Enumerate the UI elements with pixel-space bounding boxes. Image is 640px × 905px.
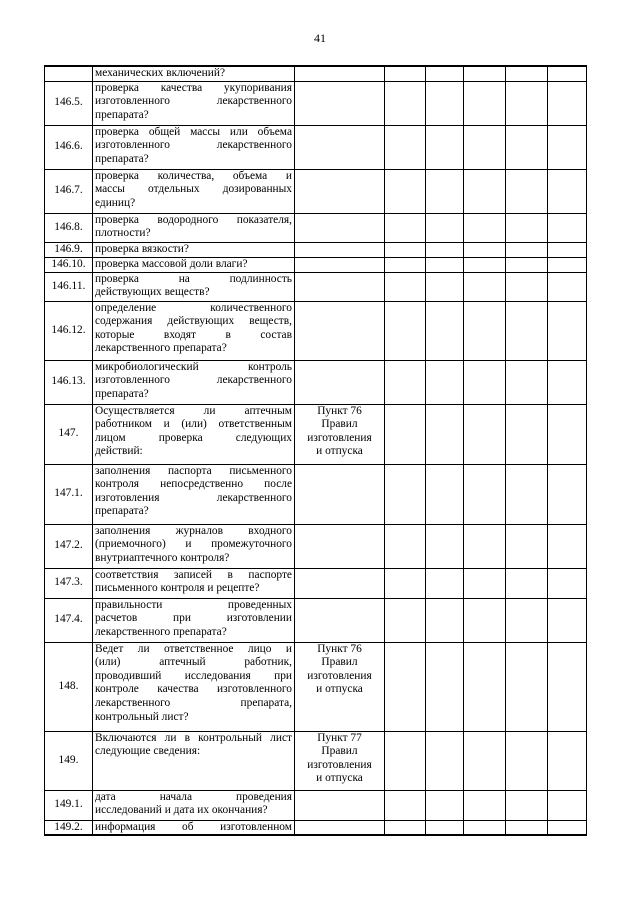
row-number: 147.4.: [45, 598, 93, 642]
answer-cell: [426, 598, 464, 642]
question-cell: [93, 598, 295, 642]
question-line: препарата?: [95, 505, 149, 518]
question-line: лекарственного препарата?: [95, 625, 227, 638]
question-line: действий:: [95, 445, 143, 458]
answer-cell: [385, 169, 426, 213]
answer-cell: [426, 301, 464, 360]
answer-cell: [548, 125, 587, 169]
answer-cell: [548, 464, 587, 524]
answer-cell: [385, 820, 426, 835]
legal-reference-cell: [295, 213, 385, 242]
answer-cell: [548, 301, 587, 360]
answer-cell: [464, 642, 506, 731]
question-line: заполнения паспорта письменного: [95, 464, 292, 477]
table-row: [45, 360, 587, 404]
answer-cell: [464, 125, 506, 169]
question-line: механических включений?: [95, 67, 226, 79]
answer-cell: [548, 731, 587, 790]
question-line: контроле качества изготовленного: [95, 683, 292, 696]
question-cell: [93, 242, 295, 257]
question-line: определение количественного: [95, 301, 292, 314]
question-cell: [93, 568, 295, 598]
question-line: проверка массовой доли влаги?: [95, 257, 248, 270]
question-cell: [93, 272, 295, 301]
row-number: 148.: [45, 642, 93, 731]
answer-cell: [385, 404, 426, 464]
question-cell: [93, 404, 295, 464]
answer-cell: [464, 169, 506, 213]
answer-cell: [506, 642, 548, 731]
question-line: массы отдельных дозированных: [95, 183, 292, 196]
row-number: 147.3.: [45, 568, 93, 598]
table-row: [45, 820, 587, 835]
question-line: лицом проверка следующих: [95, 431, 292, 444]
question-line: (приемочного) и промежуточного: [95, 538, 292, 551]
answer-cell: [548, 169, 587, 213]
question-cell: [93, 81, 295, 125]
answer-cell: [464, 257, 506, 272]
answer-cell: [464, 272, 506, 301]
table-row: [45, 464, 587, 524]
row-number: 146.11.: [45, 272, 93, 301]
question-line: Ведет ли ответственное лицо и: [95, 642, 292, 655]
legal-reference-cell: [295, 524, 385, 568]
answer-cell: [506, 524, 548, 568]
question-cell: [93, 125, 295, 169]
row-number: 149.: [45, 731, 93, 790]
question-line: контрольный лист?: [95, 710, 189, 723]
question-cell: [93, 301, 295, 360]
question-line: единиц?: [95, 196, 136, 209]
legal-reference-line: изготовления: [307, 669, 372, 682]
answer-cell: [548, 820, 587, 835]
answer-cell: [385, 125, 426, 169]
answer-cell: [385, 524, 426, 568]
answer-cell: [506, 213, 548, 242]
row-number: [45, 66, 93, 81]
answer-cell: [385, 301, 426, 360]
question-line: изготовления лекарственного: [95, 491, 292, 504]
legal-reference-line: Пункт 77: [317, 731, 362, 744]
answer-cell: [506, 820, 548, 835]
question-line: расчетов при изготовлении: [95, 612, 292, 625]
row-number: 146.8.: [45, 213, 93, 242]
answer-cell: [464, 464, 506, 524]
question-line: информация об изготовленном: [95, 820, 292, 833]
answer-cell: [506, 404, 548, 464]
question-cell: [93, 731, 295, 790]
answer-cell: [426, 242, 464, 257]
answer-cell: [506, 790, 548, 820]
answer-cell: [385, 731, 426, 790]
table-row: [45, 66, 587, 81]
legal-reference-cell: [295, 360, 385, 404]
answer-cell: [385, 66, 426, 81]
answer-cell: [464, 360, 506, 404]
question-line: лекарственного препарата,: [95, 696, 292, 709]
legal-reference-line: Правил: [321, 418, 358, 431]
answer-cell: [548, 598, 587, 642]
answer-cell: [548, 66, 587, 81]
question-line: проверка водородного показателя,: [95, 213, 292, 226]
answer-cell: [426, 642, 464, 731]
answer-cell: [548, 360, 587, 404]
answer-cell: [506, 125, 548, 169]
answer-cell: [548, 404, 587, 464]
row-number: 149.2.: [45, 820, 93, 835]
legal-reference-line: Правил: [321, 656, 358, 669]
legal-reference-cell: [295, 820, 385, 835]
legal-reference-cell: [295, 257, 385, 272]
answer-cell: [426, 790, 464, 820]
answer-cell: [426, 464, 464, 524]
legal-reference-line: изготовления: [307, 431, 372, 444]
question-line: работником и (или) ответственным: [95, 418, 292, 431]
legal-reference-cell: [295, 169, 385, 213]
checklist-table: [44, 65, 587, 836]
row-number: 146.10.: [45, 257, 93, 272]
table-row: [45, 790, 587, 820]
question-line: проверка количества, объема и: [95, 169, 292, 182]
legal-reference-cell: [295, 242, 385, 257]
question-cell: [93, 66, 295, 81]
question-cell: [93, 820, 295, 835]
answer-cell: [426, 81, 464, 125]
answer-cell: [426, 731, 464, 790]
table-row: [45, 598, 587, 642]
legal-reference-cell: [295, 81, 385, 125]
answer-cell: [385, 242, 426, 257]
answer-cell: [464, 568, 506, 598]
page-number: 41: [314, 31, 326, 45]
question-line: изготовленного лекарственного: [95, 139, 292, 152]
answer-cell: [464, 731, 506, 790]
table-row: [45, 81, 587, 125]
legal-reference-line: изготовления: [307, 758, 372, 771]
answer-cell: [464, 820, 506, 835]
answer-cell: [464, 524, 506, 568]
question-line: содержания действующих веществ,: [95, 315, 292, 328]
question-cell: [93, 257, 295, 272]
answer-cell: [426, 272, 464, 301]
answer-cell: [385, 642, 426, 731]
answer-cell: [506, 272, 548, 301]
legal-reference-line: и отпуска: [316, 683, 363, 696]
table-row: [45, 125, 587, 169]
answer-cell: [506, 66, 548, 81]
answer-cell: [426, 125, 464, 169]
legal-reference-line: и отпуска: [316, 772, 363, 785]
question-line: проверка качества укупоривания: [95, 81, 292, 94]
question-line: контроля непосредственно после: [95, 478, 292, 491]
question-line: внутриаптечного контроля?: [95, 551, 230, 564]
table-row: [45, 272, 587, 301]
question-line: проверка вязкости?: [95, 242, 189, 255]
answer-cell: [464, 242, 506, 257]
legal-reference-line: Пункт 76: [317, 404, 362, 417]
answer-cell: [506, 257, 548, 272]
question-line: препарата?: [95, 387, 149, 400]
answer-cell: [464, 404, 506, 464]
table-row: [45, 524, 587, 568]
question-line: изготовленного лекарственного: [95, 95, 292, 108]
answer-cell: [548, 242, 587, 257]
answer-cell: [548, 790, 587, 820]
legal-reference-cell: [295, 790, 385, 820]
question-line: правильности проведенных: [95, 598, 292, 611]
legal-reference-cell: [295, 568, 385, 598]
answer-cell: [385, 360, 426, 404]
row-number: 146.9.: [45, 242, 93, 257]
row-number: 147.1.: [45, 464, 93, 524]
legal-reference-cell: [295, 301, 385, 360]
question-line: микробиологический контроль: [95, 360, 292, 373]
legal-reference-cell: [295, 598, 385, 642]
table-row: [45, 213, 587, 242]
answer-cell: [548, 213, 587, 242]
question-line: препарата?: [95, 152, 149, 165]
row-number: 147.2.: [45, 524, 93, 568]
table-row: [45, 257, 587, 272]
question-line: следующие сведения:: [95, 745, 201, 758]
table-row: [45, 404, 587, 464]
row-number: 146.5.: [45, 81, 93, 125]
answer-cell: [385, 790, 426, 820]
answer-cell: [506, 169, 548, 213]
question-line: соответствия записей в паспорте: [95, 568, 292, 581]
question-line: плотности?: [95, 227, 151, 240]
table-row: [45, 731, 587, 790]
answer-cell: [548, 524, 587, 568]
question-line: дата начала проведения: [95, 790, 292, 803]
answer-cell: [506, 731, 548, 790]
answer-cell: [385, 464, 426, 524]
answer-cell: [506, 242, 548, 257]
legal-reference-cell: [295, 272, 385, 301]
question-cell: [93, 169, 295, 213]
answer-cell: [464, 598, 506, 642]
answer-cell: [426, 568, 464, 598]
answer-cell: [464, 301, 506, 360]
question-line: проверка на подлинность: [95, 272, 292, 285]
answer-cell: [548, 257, 587, 272]
answer-cell: [548, 568, 587, 598]
answer-cell: [426, 404, 464, 464]
question-cell: [93, 464, 295, 524]
answer-cell: [385, 257, 426, 272]
question-cell: [93, 524, 295, 568]
question-line: препарата?: [95, 108, 149, 121]
answer-cell: [506, 81, 548, 125]
question-line: проверка общей массы или объема: [95, 125, 292, 138]
question-line: Осуществляется ли аптечным: [95, 404, 292, 417]
answer-cell: [464, 213, 506, 242]
question-cell: [93, 213, 295, 242]
question-line: действующих веществ?: [95, 286, 210, 299]
question-line: исследований и дата их окончания?: [95, 804, 268, 817]
question-line: Включаются ли в контрольный лист: [95, 731, 292, 744]
answer-cell: [506, 598, 548, 642]
answer-cell: [385, 213, 426, 242]
question-line: изготовленного лекарственного: [95, 374, 292, 387]
answer-cell: [426, 66, 464, 81]
row-number: 146.6.: [45, 125, 93, 169]
question-cell: [93, 790, 295, 820]
question-line: письменного контроля и рецепте?: [95, 582, 260, 595]
legal-reference-cell: [295, 66, 385, 81]
question-line: (или) аптечный работник,: [95, 656, 292, 669]
row-number: 146.13.: [45, 360, 93, 404]
answer-cell: [506, 464, 548, 524]
answer-cell: [464, 81, 506, 125]
legal-reference-cell: [295, 642, 385, 731]
legal-reference-line: Пункт 76: [317, 642, 362, 655]
answer-cell: [426, 257, 464, 272]
answer-cell: [426, 360, 464, 404]
answer-cell: [548, 81, 587, 125]
question-cell: [93, 360, 295, 404]
table-row: [45, 568, 587, 598]
row-number: 147.: [45, 404, 93, 464]
answer-cell: [464, 790, 506, 820]
legal-reference-cell: [295, 125, 385, 169]
answer-cell: [426, 524, 464, 568]
answer-cell: [385, 272, 426, 301]
answer-cell: [464, 66, 506, 81]
legal-reference-line: Правил: [321, 745, 358, 758]
legal-reference-cell: [295, 404, 385, 464]
answer-cell: [385, 81, 426, 125]
question-line: которые входят в состав: [95, 328, 292, 341]
legal-reference-line: и отпуска: [316, 445, 363, 458]
answer-cell: [506, 568, 548, 598]
answer-cell: [426, 169, 464, 213]
answer-cell: [548, 642, 587, 731]
table-row: [45, 642, 587, 731]
row-number: 149.1.: [45, 790, 93, 820]
answer-cell: [426, 213, 464, 242]
answer-cell: [506, 301, 548, 360]
row-number: 146.12.: [45, 301, 93, 360]
legal-reference-cell: [295, 464, 385, 524]
answer-cell: [385, 598, 426, 642]
table-row: [45, 242, 587, 257]
answer-cell: [506, 360, 548, 404]
question-line: проводивший исследования при: [95, 669, 292, 682]
table-row: [45, 169, 587, 213]
answer-cell: [426, 820, 464, 835]
question-line: лекарственного препарата?: [95, 342, 227, 355]
answer-cell: [548, 272, 587, 301]
answer-cell: [385, 568, 426, 598]
question-cell: [93, 642, 295, 731]
table-row: [45, 301, 587, 360]
legal-reference-cell: [295, 731, 385, 790]
question-line: заполнения журналов входного: [95, 524, 292, 537]
row-number: 146.7.: [45, 169, 93, 213]
